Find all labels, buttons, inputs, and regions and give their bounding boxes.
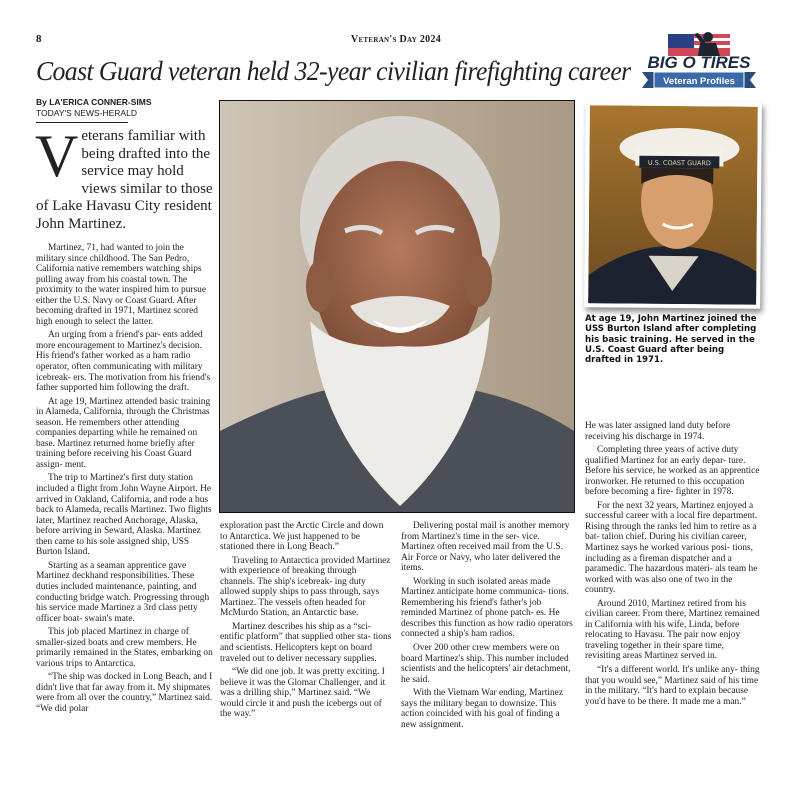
paragraph: Martinez, 71, had wanted to join the military since childhood. The San Pedro, California native remembers watching ships pulling away from his coastal town. The proximity to the water inspired him to pursue either the U.S. Navy or Coast Guard. After becoming drafted in 1971, Martinez scored high enough to select the latter. bbox=[36, 243, 207, 327]
paragraph: For the next 32 years, Martinez enjoyed a successful career with a local fire department. Rising through the ranks led him to retire as a bat- talion chief. During his civilian career, Martinez says he worked various posi- tions, including as a fireman dispatcher and a paramedic. The hazardous materi- als team he worked with was also one of two in the country. bbox=[585, 500, 758, 596]
paragraph: exploration past the Arctic Circle and down to Antarctica. We just happened to be stationed there in Long Beach.” bbox=[220, 521, 384, 553]
paragraph: Starting as a seaman apprentice gave Martinez deckhand responsibilities. These duties included maintenance, painting, and conducting bridge watch. Progressing through his service made Martinez a 3rd class petty officer boat- swain's mate. bbox=[36, 560, 210, 624]
article-column-2 bbox=[220, 521, 392, 723]
paragraph: The trip to Martinez's first duty station included a flight from John Wayne Airport. He arrived in Oakland, California, and rode a bus back to Alameda, recalls Martinez. Two flights later, Martinez reached Anchorage, Alaska, before arriving in Seward, Alaska. Martinez then came to his sole assigned ship, USS Burton Island. bbox=[36, 473, 212, 558]
paragraph: “We did one job. It was pretty exciting. I believe it was the Glomar Challenger, and it was a drilling ship,” Martinez said. “We would circle it and push the icebergs out of the way.” bbox=[220, 667, 386, 720]
section-title: Veteran's Day 2024 bbox=[350, 34, 442, 45]
portrait-photo-john-martinez bbox=[219, 100, 575, 513]
byline-author: By LA'ERICA CONNER-SIMS bbox=[36, 97, 152, 107]
paragraph: Over 200 other crew members were on board Martinez's ship. This number included scientists and the helicopters' air detachment, he said. bbox=[401, 643, 571, 685]
paragraph: Completing three years of active duty qualified Martinez for an early depar- ture. Before his service, he worked as an apprentice ironworker. He returned to this occupation before becoming a fire- fighter in 1978. bbox=[585, 445, 760, 498]
paragraph: At age 19, Martinez attended basic training in Alameda, California, through the Christmas season. He remembers other attending companies departing while he remained on base. Martinez returned home briefly after training before receiving his Coast Guard assign- ment. bbox=[36, 396, 211, 470]
lede-paragraph bbox=[35, 123, 216, 233]
paragraph: Martinez describes his ship as a “sci- entific platform” that supplied other sta- tions and scientists. Helicopters kept on board traveled out to deliver necessary supplies. bbox=[220, 621, 392, 664]
paragraph: This job placed Martinez in charge of smaller-sized boats and crew members. He primarily remained in the States, embarking on various trips to Antarctica. bbox=[36, 627, 213, 669]
article-column-1 bbox=[36, 243, 214, 718]
big-o-tires-veteran-profiles-logo bbox=[638, 30, 760, 90]
vintage-photo-young-sailor bbox=[584, 101, 762, 309]
paragraph: Traveling to Antarctica provided Martinez with experience of breaking through channels. The ship's icebreak- ing duty allowed supply ships to pass through, says Martinez. The vessels often headed for McMurdo Station, an Antarctic base. bbox=[220, 555, 391, 619]
paragraph: He was later assigned land duty before receiving his discharge in 1974. bbox=[585, 421, 731, 442]
headline: Coast Guard veteran held 32-year civilian firefighting career bbox=[36, 56, 631, 86]
paragraph: An urging from a friend's par- ents added more encouragement to Martinez's decision. His friend's father worked as a ham radio operator, often communicating with military icebreak- ers. The motivation from his friend's father supported him following the draft. bbox=[36, 330, 211, 394]
paragraph: Working in such isolated areas made Martinez anticipate home communica- tions. Remembering his friend's father's job reminded Martinez of phone patch- es. He describes this function as how radio operators connected a ship's ham radios. bbox=[401, 576, 573, 640]
paragraph: With the Vietnam War ending, Martinez says the military began to downsize. This action coincided with his goal of finding a new assignment. bbox=[401, 688, 563, 730]
cap-band-text: U.S. COAST GUARD bbox=[647, 158, 711, 168]
logo-brand: BIG O TIRES bbox=[647, 53, 751, 72]
page-number: 8 bbox=[36, 33, 42, 45]
paragraph: Around 2010, Martinez retired from his civilian career. From there, Martinez remained in California with his wife, Linda, before relocating to Havasu. The pair now enjoy traveling together in their spare time, revisiting areas Martinez served in. bbox=[585, 598, 760, 662]
lede-text: eterans familiar with being drafted into the service may hold views similar to those of Lake Havasu City resident John Martinez. bbox=[36, 128, 213, 232]
drop-cap: V bbox=[35, 123, 79, 189]
article-column-4 bbox=[585, 421, 760, 710]
paragraph: Delivering postal mail is another memory from Martinez's time in the ser- vice. Martinez often received mail from the U.S. Air Force or Navy, who later delivered the items. bbox=[401, 521, 570, 574]
paragraph: “The ship was docked in Long Beach, and I didn't live that far away from it. My shipmates were from all over the country,” Martinez said. “We did polar bbox=[36, 672, 213, 714]
photo-caption: At age 19, John Martinez joined the USS Burton Island after completing his basic training. He served in the U.S. Coast Guard after being drafted in 1971. bbox=[585, 314, 757, 366]
paragraph: “It's a different world. It's unlike any- thing that you would see,” Martinez said of his time in the military. “It's hard to explain because you'd have to be there. It made me a man.” bbox=[585, 665, 760, 707]
byline-outlet: TODAY'S NEWS-HERALD bbox=[36, 108, 137, 118]
logo-subtitle: Veteran Profiles bbox=[663, 76, 735, 87]
article-column-3 bbox=[401, 521, 573, 733]
